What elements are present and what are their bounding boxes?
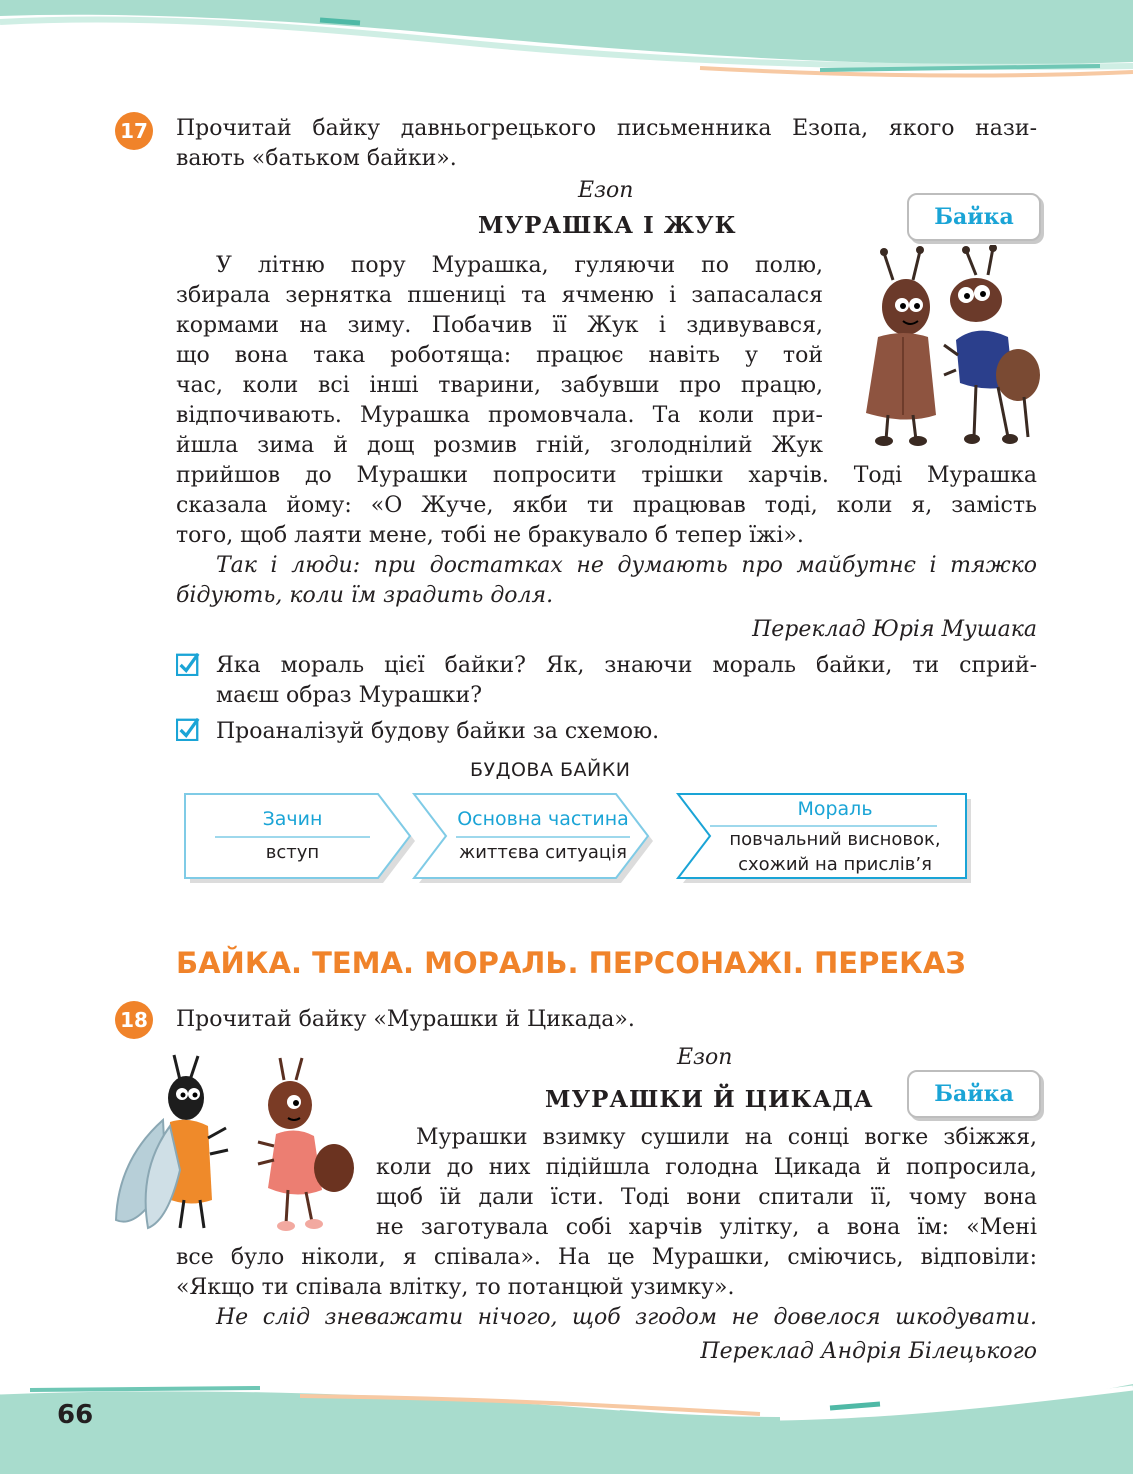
page-number: 66 (57, 1400, 94, 1430)
schema-title: БУДОВА БАЙКИ (470, 759, 631, 781)
fable-body-wrapped: У літню пору Мурашка, гуляючи по полю, збирала зернятка пшениці та ячменю і запасалася кормами на зиму. Побачив її Жук і здивувався, що вона така роботяща: працює навіть у той час, коли всі інші тварини, забувши про працю, відпочивають. Мурашка промовчала. Та коли при- йшла зима й дощ розмив гній, зголоднілий Жук (176, 253, 823, 458)
genre-tag: Байка (907, 193, 1041, 241)
fable-body-wrapped: Мурашки взимку сушили на сонці вогке збіжжя, коли до них підійшла голодна Цикада й попросила, щоб їй дали їсти. Тоді вони спитали її, чому вона не заготувала собі харчів улітку, а вона їм: «Мені (376, 1125, 1037, 1240)
question-2: Проаналізуй будову байки за схемою. (216, 719, 660, 744)
checkbox-icon (176, 652, 200, 676)
fable-title: МУРАШКА І ЖУК (478, 212, 737, 239)
task-number-badge: 18 (115, 1001, 153, 1039)
bottom-decoration (0, 1374, 1133, 1474)
fable-author: Езоп (578, 178, 634, 203)
fable-body-full: прийшов до Мурашки попросити трішки харчів. Тоді Мурашка сказала йому: «О Жуче, якби ти працював тоді, коли я, замість того, щоб лаяти мене, тобі не бракувало б тепер їжі». (176, 463, 1037, 548)
fable-author: Езоп (677, 1045, 733, 1070)
cicada-and-ant-illustration (108, 1050, 363, 1240)
schema-block-1-text: вступ (265, 842, 320, 863)
schema-block-3-text: повчальний висновок, схожий на прислів’я (729, 829, 941, 875)
section-heading: БАЙКА. ТЕМА. МОРАЛЬ. ПЕРСОНАЖІ. ПЕРЕКАЗ (176, 946, 966, 980)
fable-translator: Переклад Андрія Білецького (700, 1339, 1037, 1364)
question-1: Яка мораль цієї байки? Як, знаючи мораль байки, ти сприй- маєш образ Мурашки? (216, 653, 1037, 708)
task-intro: Прочитай байку «Мурашки й Цикада». (176, 1007, 635, 1032)
top-decoration (0, 0, 1133, 90)
task-intro: Прочитай байку давньогрецького письменника Езопа, якого нази- вають «батьком байки». (176, 116, 1037, 171)
fable-moral: Не слід зневажати нічого, щоб згодом не довелося шкодувати. (216, 1305, 1037, 1330)
fable-moral: Так і люди: при достатках не думають про майбутнє і тяжко бідують, коли їм зрадить доля. (176, 553, 1037, 608)
schema-block-2-label: Основна частина (457, 808, 629, 830)
schema-block-2-text: життєва ситуація (459, 842, 627, 863)
ant-and-beetle-illustration (848, 245, 1048, 450)
schema-block-3-label: Мораль (797, 798, 873, 820)
schema-block-1-label: Зачин (262, 808, 323, 830)
genre-tag: Байка (907, 1070, 1041, 1118)
fable-translator: Переклад Юрія Мушака (752, 617, 1037, 642)
checkbox-icon (176, 717, 200, 741)
fable-title: МУРАШКИ Й ЦИКАДА (545, 1086, 874, 1113)
task-number-badge: 17 (115, 112, 153, 150)
fable-body-full: все було ніколи, я співала». На це Мурашки, сміючись, відповіли: «Якщо ти співала влітку, то потанцюй узимку». (176, 1245, 1037, 1300)
